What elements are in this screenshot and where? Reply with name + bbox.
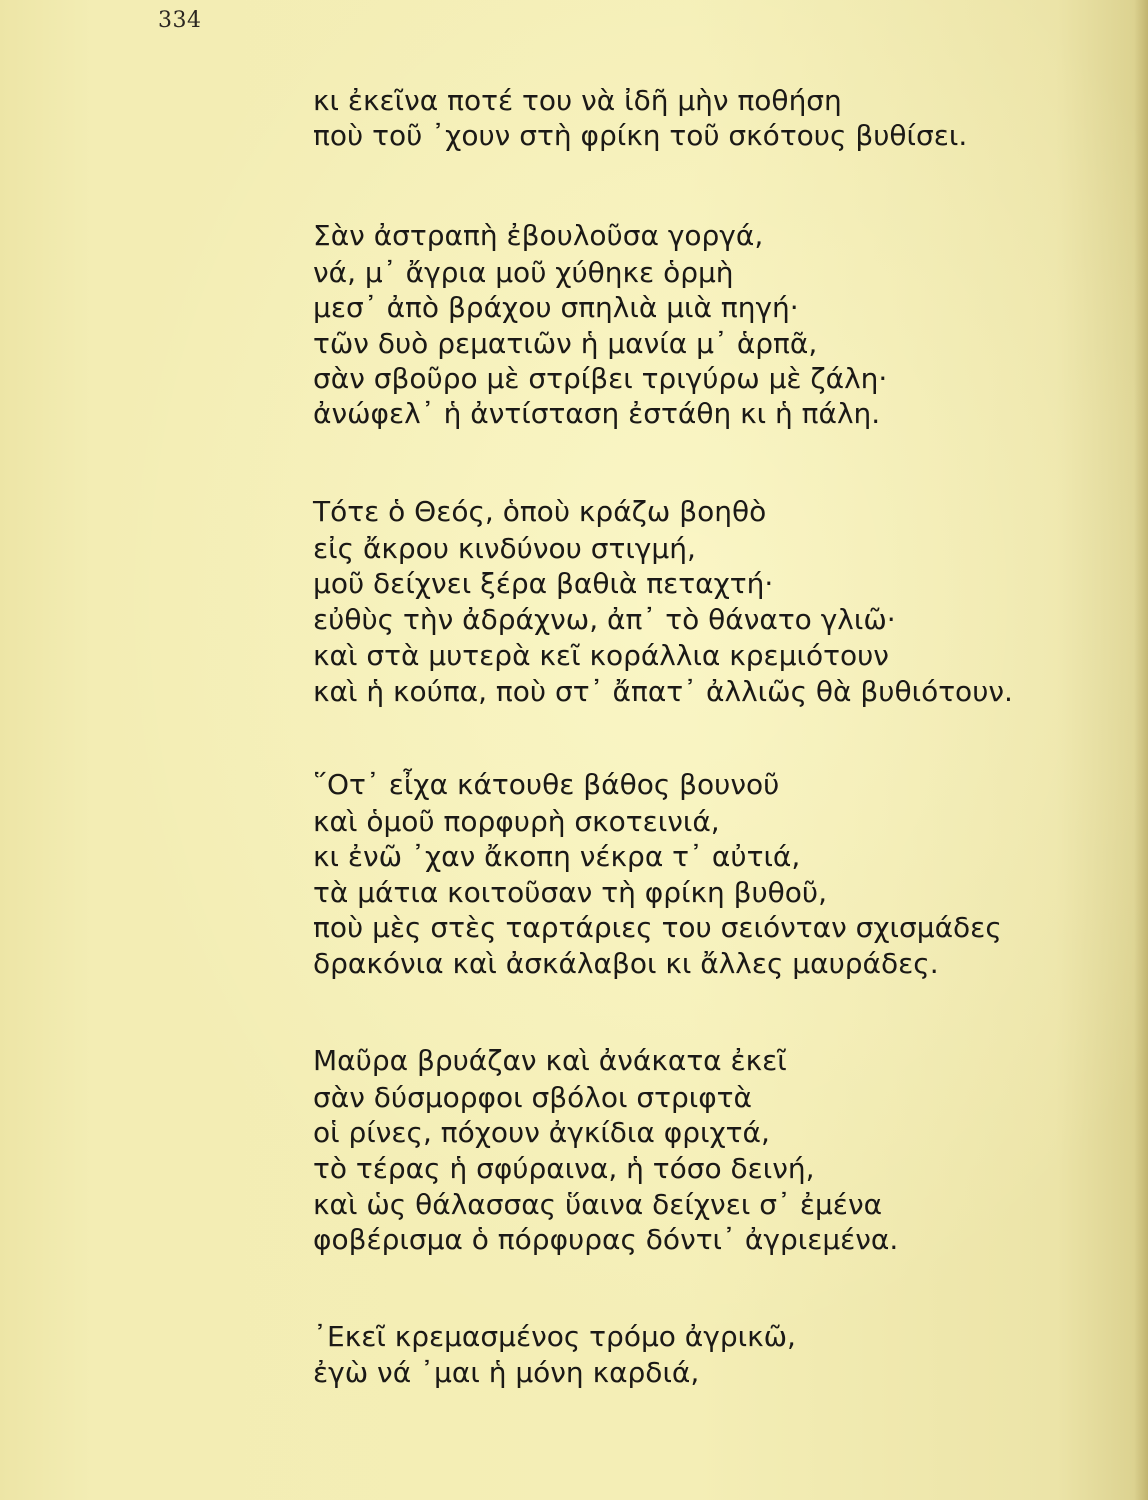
poem-line: καὶ στὰ μυτερὰ κεῖ κοράλλια κρεμιότουν xyxy=(313,639,889,672)
poem-line: καὶ ὁμοῦ πορφυρὴ σκοτεινιά, xyxy=(313,805,720,838)
poem-line: Σὰν ἀστραπὴ ἐβουλοῦσα γοργά, xyxy=(313,219,764,252)
poem-line: σὰν δύσμορφοι σβόλοι στριφτὰ xyxy=(313,1081,752,1114)
poem-line: ἀνώφελ᾿ ἡ ἀντίσταση ἐστάθη κι ἡ πάλη. xyxy=(313,397,881,430)
poem-line: οἱ ρίνες, πόχουν ἀγκίδια φριχτά, xyxy=(313,1116,770,1149)
poem-line: καὶ ὡς θάλασσας ὕαινα δείχνει σ᾿ ἐμένα xyxy=(313,1188,883,1221)
poem-line: μοῦ δείχνει ξέρα βαθιὰ πεταχτή· xyxy=(313,567,774,600)
poem-line: τὸ τέρας ἡ σφύραινα, ἡ τόσο δεινή, xyxy=(313,1152,815,1185)
poem-line: ῞Οτ᾿ εἶχα κάτουθε βάθος βουνοῦ xyxy=(313,768,780,801)
poem-line: σὰν σβοῦρο μὲ στρίβει τριγύρω μὲ ζάλη· xyxy=(313,362,888,395)
page-number: 334 xyxy=(158,8,202,33)
poem-line: καὶ ἡ κούπα, ποὺ στ᾿ ἄπατ᾿ ἀλλιῶς θὰ βυθιότουν. xyxy=(313,675,1013,708)
poem-line: δρακόνια καὶ ἀσκάλαβοι κι ἄλλες μαυράδες. xyxy=(313,947,939,980)
poem-line: νά, μ᾿ ἄγρια μοῦ χύθηκε ὁρμὴ xyxy=(313,256,734,289)
poem-line: φοβέρισμα ὁ πόρφυρας δόντι᾿ ἀγριεμένα. xyxy=(313,1223,899,1256)
poem-line: ἐγὼ νά ᾿μαι ἡ μόνη καρδιά, xyxy=(313,1356,700,1389)
poem-line: κι ἐνῶ ᾿χαν ἄκοπη νέκρα τ᾿ αὐτιά, xyxy=(313,840,801,873)
poem-line: ᾿Εκεῖ κρεμασμένος τρόμο ἀγρικῶ, xyxy=(313,1320,796,1353)
poem-line: εὐθὺς τὴν ἀδράχνω, ἀπ᾿ τὸ θάνατο γλιῶ· xyxy=(313,603,896,636)
poem-line: Τότε ὁ Θεός, ὁποὺ κράζω βοηθὸ xyxy=(313,495,767,528)
poem-line: τὰ μάτια κοιτοῦσαν τὴ φρίκη βυθοῦ, xyxy=(313,876,828,909)
poem-line: πoὺ τoῦ ᾿χoυν στὴ φρίκη τoῦ σκότoυς βυθίσει. xyxy=(313,119,968,152)
poem-line: Μαῦρα βρυάζαν καὶ ἀνάκατα ἐκεῖ xyxy=(313,1044,787,1077)
poem-line: κι ἐκεῖνα ποτέ του νὰ ἰδῆ μὴν ποθήση xyxy=(313,84,842,117)
poem-line: εἰς ἄκρου κινδύνου στιγμή, xyxy=(313,532,696,565)
poem-line: τῶν δυὸ ρεματιῶν ἡ μανία μ᾿ ἁρπᾶ, xyxy=(313,327,818,360)
poem-line: μεσ᾿ ἀπὸ βράχου σπηλιὰ μιὰ πηγή· xyxy=(313,291,799,324)
poem-line: ποὺ μὲς στὲς ταρτάριες του σειόνταν σχισμάδες xyxy=(313,911,1002,944)
